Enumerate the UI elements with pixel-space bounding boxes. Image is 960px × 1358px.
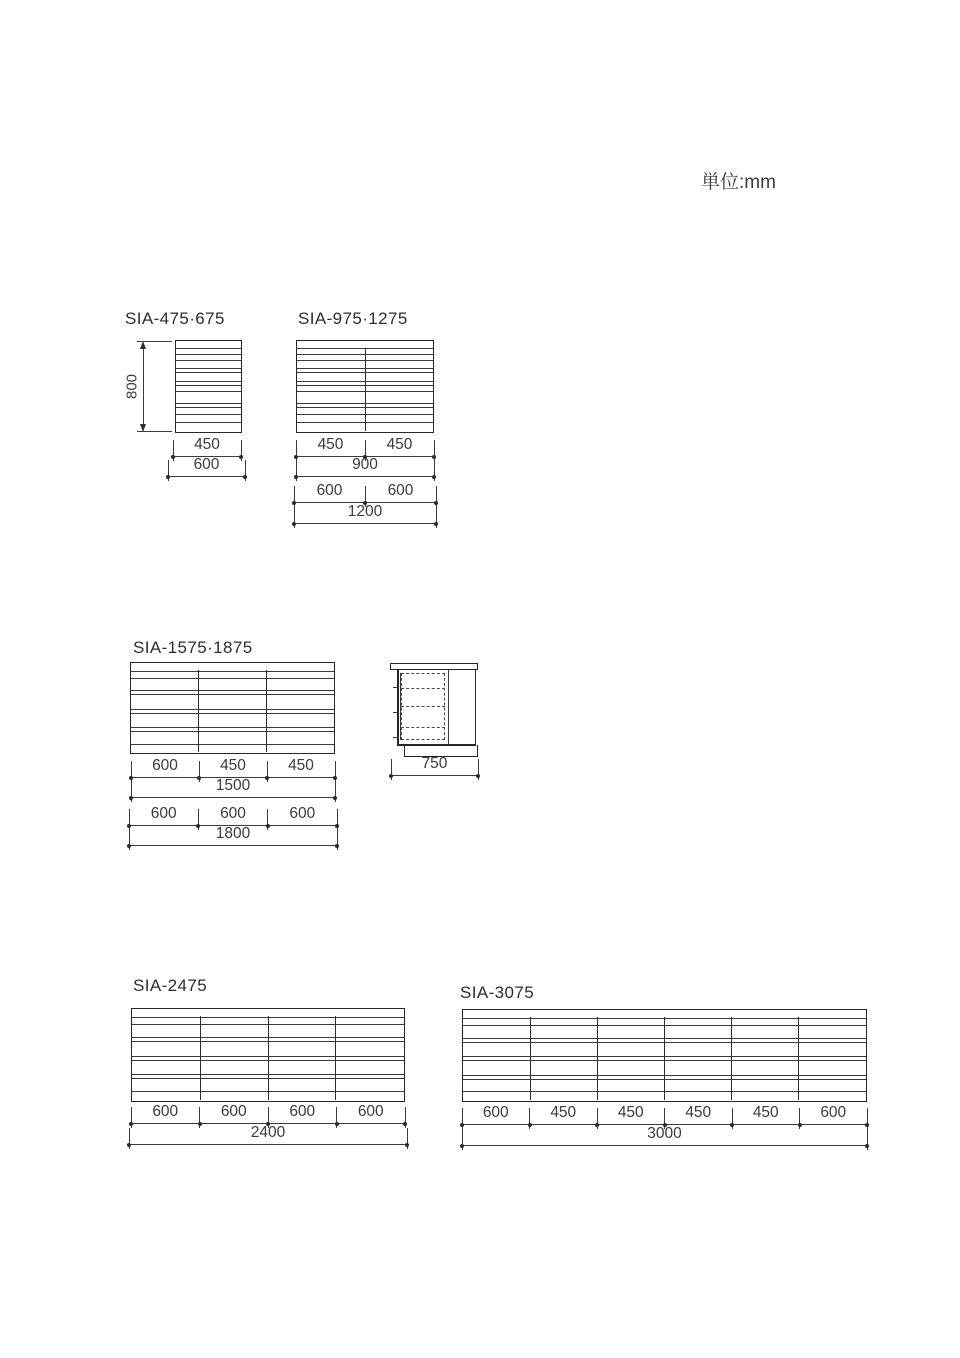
dim-endpoint-dot: [243, 475, 247, 479]
dim-label: 450: [220, 757, 246, 774]
dim-label: 600: [220, 1103, 247, 1120]
dim-label: 450: [194, 436, 220, 453]
dim-endpoint-dot: [434, 501, 438, 505]
cabinet-unit-divider: [335, 1016, 336, 1100]
cabinet-front-sia-1575-1875: [130, 662, 335, 754]
cabinet-drawer-line: [131, 727, 334, 728]
dim-label: 3000: [647, 1125, 682, 1142]
dim-endpoint-dot: [129, 796, 133, 800]
dim-label: 1800: [215, 825, 251, 842]
side-drawer-gap-mark: [393, 687, 398, 688]
figure-title-sia-475-675: SIA-475·675: [125, 309, 225, 328]
dim-endpoint-dot: [595, 1123, 599, 1127]
dim-label: 600: [820, 1104, 847, 1121]
cabinet-unit-divider: [266, 670, 267, 752]
cabinet-drawer-line: [131, 690, 334, 691]
cabinet-front-sia-975-1275: [296, 340, 434, 433]
side-inner-divider: [448, 670, 449, 744]
dim-endpoint-dot: [127, 824, 131, 828]
dim-endpoint-dot: [196, 824, 200, 828]
side-drawer-gap-mark: [393, 712, 398, 713]
dim-line: [294, 523, 436, 524]
side-drawer-gap-mark: [393, 737, 398, 738]
dim-endpoint-dot: [476, 774, 480, 778]
cabinet-drawer-line: [176, 422, 241, 423]
dim-label: 600: [152, 1103, 179, 1120]
dim-endpoint-dot: [335, 824, 339, 828]
dim-endpoint-dot: [335, 844, 339, 848]
unit-label: 単位:mm: [701, 172, 776, 193]
dim-endpoint-dot: [434, 522, 438, 526]
dim-label: 600: [193, 456, 220, 473]
cabinet-drawer-line: [176, 391, 241, 392]
dim-label: 2400: [250, 1124, 286, 1141]
dim-endpoint-dot: [333, 776, 337, 780]
height-dim-line: [143, 343, 144, 430]
dim-label: 600: [289, 1103, 316, 1120]
dim-endpoint-dot: [129, 776, 133, 780]
dim-endpoint-dot: [865, 1123, 869, 1127]
cabinet-unit-divider: [268, 1016, 269, 1100]
dim-endpoint-dot: [292, 522, 296, 526]
dim-label: 450: [617, 1104, 644, 1121]
dim-label: 450: [752, 1104, 779, 1121]
dim-endpoint-dot: [798, 1123, 802, 1127]
cabinet-drawer-line: [176, 372, 241, 373]
cabinet-drawer-line: [131, 678, 334, 679]
side-left-edge: [397, 670, 399, 745]
dim-label: 1200: [347, 503, 383, 520]
side-top-slab: [390, 663, 478, 670]
dim-endpoint-dot: [166, 475, 170, 479]
dim-label: 600: [152, 757, 178, 774]
dim-endpoint-dot: [171, 455, 175, 459]
dim-endpoint-dot: [865, 1144, 869, 1148]
cabinet-unit-divider: [530, 1017, 531, 1100]
cabinet-unit-divider: [198, 670, 199, 752]
figure-title-sia-1575-1875: SIA-1575·1875: [133, 638, 253, 657]
cabinet-drawer-line: [131, 671, 334, 672]
figure-title-sia-975-1275: SIA-975·1275: [298, 309, 408, 328]
cabinet-drawer-line: [176, 403, 241, 404]
dim-line: [168, 476, 245, 477]
cabinet-drawer-line: [131, 694, 334, 695]
side-drawer-dashed-line: [401, 706, 445, 707]
cabinet-front-sia-3075: [462, 1009, 867, 1102]
side-drawer-dashed-line: [401, 727, 445, 728]
dim-endpoint-dot: [460, 1144, 464, 1148]
cabinet-drawer-line: [176, 368, 241, 369]
cabinet-front-sia-2475: [131, 1008, 405, 1102]
dim-endpoint-dot: [198, 1122, 202, 1126]
cabinet-unit-divider: [597, 1017, 598, 1100]
dim-label: 600: [289, 805, 316, 822]
dim-endpoint-dot: [266, 824, 270, 828]
dim-endpoint-dot: [294, 475, 298, 479]
dim-line: [462, 1145, 867, 1146]
dim-line: [129, 1144, 407, 1145]
dim-line: [129, 845, 337, 846]
cabinet-front-sia-475-675: [175, 340, 242, 433]
dim-endpoint-dot: [265, 776, 269, 780]
cabinet-drawer-line: [176, 348, 241, 349]
dim-endpoint-dot: [403, 1122, 407, 1126]
dim-endpoint-dot: [294, 455, 298, 459]
dim-endpoint-dot: [432, 475, 436, 479]
dim-endpoint-dot: [333, 796, 337, 800]
cabinet-drawer-line: [131, 744, 334, 745]
figure-title-sia-3075: SIA-3075: [460, 983, 535, 1002]
dim-endpoint-dot: [389, 774, 393, 778]
dim-label: 450: [685, 1104, 712, 1121]
dim-endpoint-dot: [730, 1123, 734, 1127]
cabinet-drawer-line: [131, 713, 334, 714]
cabinet-unit-divider: [200, 1016, 201, 1100]
arrow-down-icon: [140, 424, 146, 432]
dim-label: 600: [357, 1103, 384, 1120]
dim-label: 600: [316, 482, 343, 499]
side-drawer-dashed-line: [401, 688, 445, 689]
dim-endpoint-dot: [292, 501, 296, 505]
dim-endpoint-dot: [405, 1143, 409, 1147]
dim-line: [391, 775, 478, 776]
dim-label: 450: [317, 436, 344, 453]
dim-line: [296, 476, 434, 477]
cabinet-drawer-line: [176, 407, 241, 408]
cabinet-drawer-line: [131, 731, 334, 732]
dim-label: 600: [220, 805, 246, 822]
arrow-up-icon: [140, 341, 146, 349]
dim-label: 750: [421, 755, 448, 772]
dim-endpoint-dot: [127, 1143, 131, 1147]
dim-endpoint-dot: [129, 1122, 133, 1126]
dim-label: 600: [387, 482, 414, 499]
figure-title-sia-2475: SIA-2475: [133, 976, 208, 995]
cabinet-unit-divider: [365, 348, 366, 431]
dim-label: 600: [150, 805, 177, 822]
dim-endpoint-dot: [239, 455, 243, 459]
dim-endpoint-dot: [127, 844, 131, 848]
dim-endpoint-dot: [335, 1122, 339, 1126]
cabinet-drawer-line: [176, 385, 241, 386]
dim-label: 900: [352, 456, 378, 473]
dim-endpoint-dot: [432, 455, 436, 459]
cabinet-drawer-line: [176, 360, 241, 361]
cabinet-drawer-line: [131, 709, 334, 710]
dim-line: [131, 797, 335, 798]
dim-label: 1500: [215, 777, 251, 794]
side-right-edge: [475, 670, 477, 745]
cabinet-unit-divider: [731, 1017, 732, 1100]
dim-endpoint-dot: [197, 776, 201, 780]
dim-label: 600: [482, 1104, 509, 1121]
dim-label: 450: [288, 757, 314, 774]
cabinet-unit-divider: [664, 1017, 665, 1100]
cabinet-drawer-line: [176, 414, 241, 415]
cabinet-drawer-line: [176, 381, 241, 382]
dim-label-height: 800: [123, 373, 141, 400]
cabinet-drawer-line: [176, 354, 241, 355]
dim-endpoint-dot: [460, 1123, 464, 1127]
dim-endpoint-dot: [528, 1123, 532, 1127]
dim-label: 450: [550, 1104, 577, 1121]
dim-label: 450: [386, 436, 413, 453]
cabinet-unit-divider: [798, 1017, 799, 1100]
